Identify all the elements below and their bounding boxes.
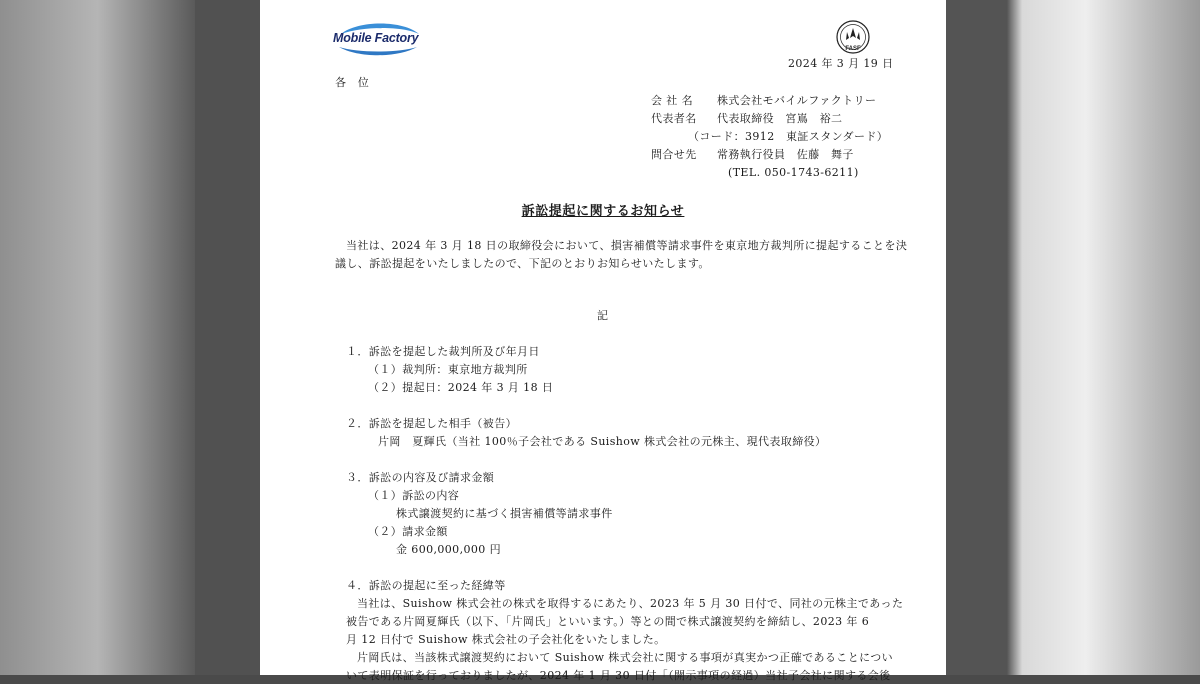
representative-label: 代表者名 <box>651 112 697 125</box>
release-date: 2024 年 3 月 19 日 <box>788 57 894 70</box>
section-3-content-value: 株式譲渡契約に基づく損害補償等請求事件 <box>396 507 613 520</box>
section-4-line-3: 月 12 日付で Suishow 株式会社の子会社化をいたしました。 <box>346 633 666 646</box>
logo-text: Mobile Factory <box>333 31 419 45</box>
representative-value: 代表取締役 宮嶌 裕二 <box>717 112 843 125</box>
section-4-line-4: 片岡氏は、当該株式譲渡契約において Suishow 株式会社に関する事項が真実かつ正確であることについ <box>357 651 894 664</box>
section-1-heading: １．訴訟を提起した裁判所及び年月日 <box>346 345 540 358</box>
contact-tel: (TEL. 050-1743-6211) <box>728 166 859 179</box>
addressee: 各 位 <box>335 76 370 89</box>
backdrop-left <box>0 0 195 675</box>
company-label: 会 社 名 <box>651 94 693 107</box>
document-page <box>260 0 946 682</box>
section-2-heading: ２．訴訟を提起した相手（被告） <box>346 417 517 430</box>
fasf-seal <box>836 20 870 56</box>
section-4-heading: ４．訴訟の提起に至った経緯等 <box>346 579 506 592</box>
intro-line-2: 議し、訴訟提起をいたしましたので、下記のとおりお知らせいたします。 <box>335 257 710 270</box>
section-2-defendant: 片岡 夏輝氏（当社 100％子会社である Suishow 株式会社の元株主、現代表取締役） <box>378 435 827 448</box>
section-3-content-label: （１）訴訟の内容 <box>368 489 460 502</box>
company-logo <box>333 22 425 56</box>
stock-code: （コード：3912 東証スタンダード） <box>688 130 889 143</box>
section-4-line-1: 当社は、Suishow 株式会社の株式を取得するにあたり、2023 年 5 月 30 日付で、同社の元株主であった <box>357 597 904 610</box>
section-1-date: （２）提起日：2024 年 3 月 18 日 <box>368 381 554 394</box>
contact-value: 常務執行役員 佐藤 舞子 <box>717 148 854 161</box>
section-4-line-2: 被告である片岡夏輝氏（以下、「片岡氏」といいます。）等との間で株式譲渡契約を締結し、2023 年 6 <box>346 615 870 628</box>
intro-line-1: 当社は、2024 年 3 月 18 日の取締役会において、損害補償等請求事件を東京地方裁判所に提起することを決 <box>346 239 908 252</box>
section-3-amount-label: （２）請求金額 <box>368 525 448 538</box>
backdrop-right <box>946 0 1200 675</box>
contact-label: 問合せ先 <box>651 148 697 161</box>
section-4-line-5: いて表明保証を行っておりましたが、2024 年 1 月 30 日付「（開示事項の経過）当社子会社に関する会後 <box>346 669 891 682</box>
section-3-heading: ３．訴訟の内容及び請求金額 <box>346 471 495 484</box>
section-3-amount-value: 金 600,000,000 円 <box>396 543 501 556</box>
ki-heading: 記 <box>597 309 609 322</box>
section-1-court: （１）裁判所：東京地方裁判所 <box>368 363 528 376</box>
company-value: 株式会社モバイルファクトリー <box>717 94 877 107</box>
page-shadow <box>195 0 260 675</box>
document-title: 訴訟提起に関するお知らせ <box>521 204 685 219</box>
fasf-text: FASF <box>845 46 861 52</box>
